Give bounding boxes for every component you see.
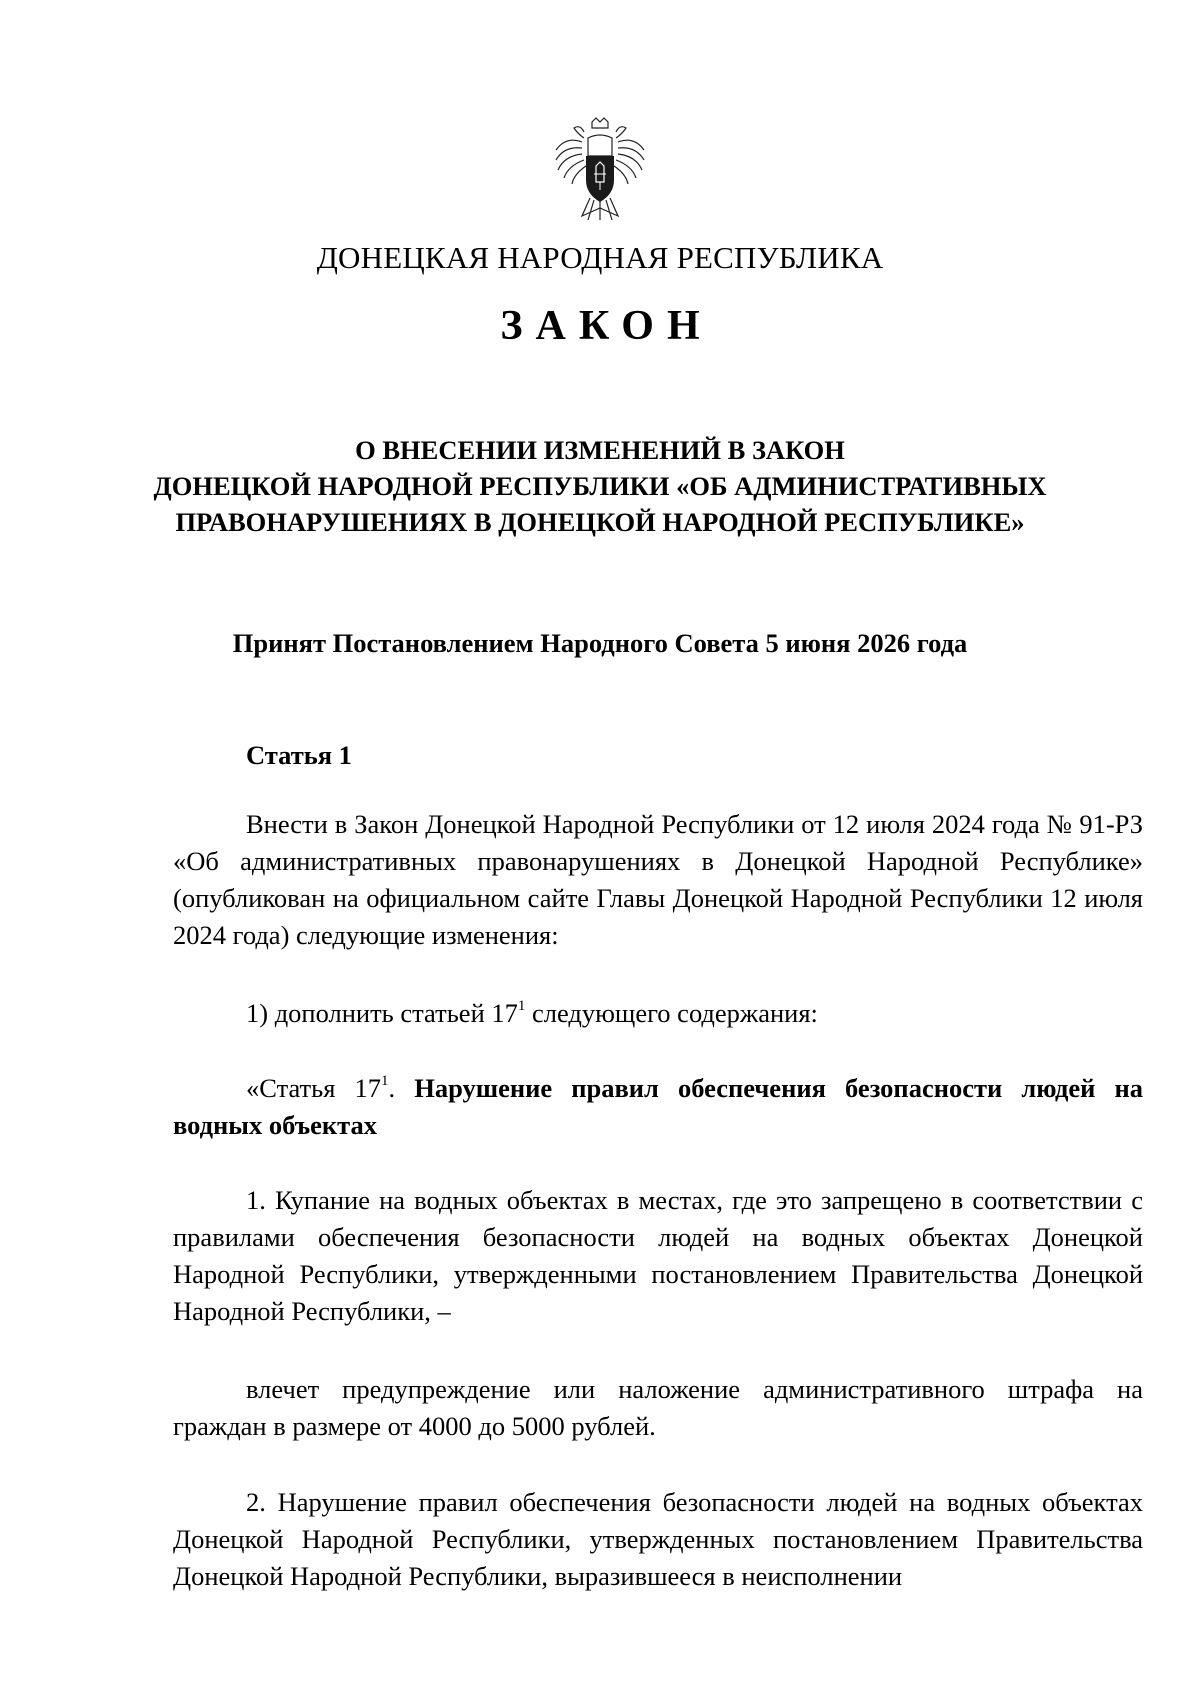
new-article-title: Нарушение правил обеспечения безопасности людей на водных объектах (173, 1073, 1143, 1140)
law-title (0, 432, 1200, 540)
adoption-note: Принят Постановлением Народного Совета 5 июня 2026 года (232, 628, 968, 658)
article-intro-paragraph: Внести в Закон Донецкой Народной Республики от 12 июля 2024 года № 91-РЗ «Об административных правонарушениях в Донецкой Народной Республике» (опубликован на официальном сайте Главы Донецкой Народной Республики 12 июля 2024 года) следующие изменения: (173, 809, 1143, 950)
law-title-line: ДОНЕЦКОЙ НАРОДНОЙ РЕСПУБЛИКИ «ОБ АДМИНИСТРАТИВНЫХ (153, 471, 1047, 501)
article-point-2: 2. Нарушение правил обеспечения безопасности людей на водных объектах Донецкой Народной Республики, утвержденных постановлением Правительства Донецкой Народной Республики, выразившееся в неисполнении (173, 1487, 1143, 1591)
law-title-line: О ВНЕСЕНИИ ИЗМЕНЕНИЙ В ЗАКОН (355, 435, 845, 465)
document-type: ЗАКОН (500, 303, 713, 349)
superscript: 1 (517, 998, 526, 1015)
amendment-item-text: 1) дополнить статьей 17 (246, 998, 518, 1028)
amendment-item (173, 995, 1143, 1032)
new-article-dot: . (388, 1073, 396, 1103)
amendment-item-text: следующего содержания: (525, 998, 818, 1028)
republic-name: ДОНЕЦКАЯ НАРОДНАЯ РЕСПУБЛИКА (316, 240, 884, 275)
new-article-heading (173, 1070, 1143, 1144)
article-point-1-sanction: влечет предупреждение или наложение административного штрафа на граждан в размере от 4000 до 5000 рублей. (173, 1374, 1143, 1441)
new-article-number: «Статья 17 (246, 1073, 381, 1103)
article-point-1: 1. Купание на водных объектах в местах, где это запрещено в соответствии с правилами обеспечения безопасности людей на водных объектах Донецкой Народной Республики, утвержденными постановлением Правительства Донецкой Народной Республики, – (173, 1185, 1143, 1326)
article-heading: Статья 1 (246, 740, 352, 770)
dpr-coat-of-arms-eagle-icon (552, 116, 648, 224)
law-title-line: ПРАВОНАРУШЕНИЯХ В ДОНЕЦКОЙ НАРОДНОЙ РЕСПУБЛИКЕ» (175, 507, 1025, 537)
superscript: 1 (381, 1073, 389, 1090)
